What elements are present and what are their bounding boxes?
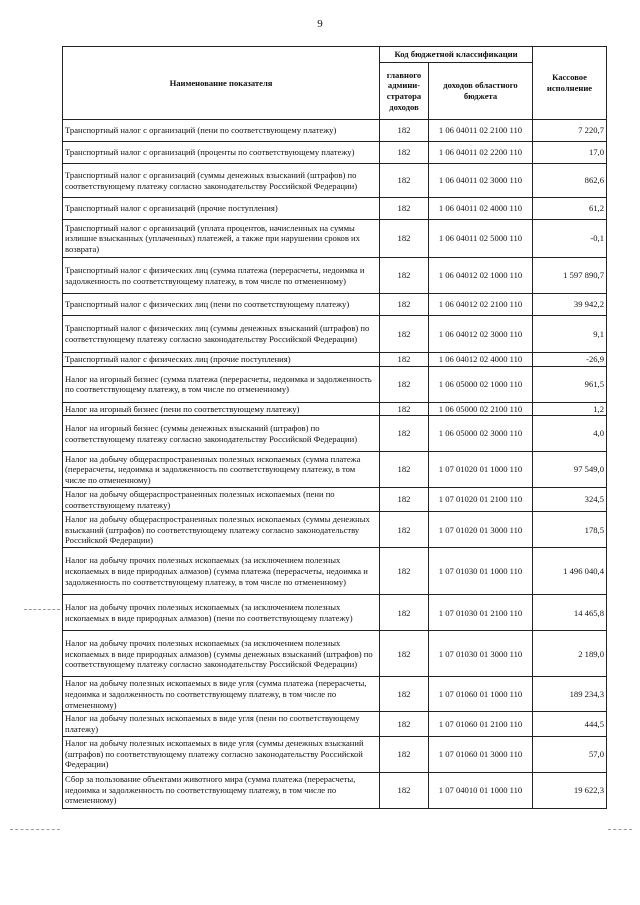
indicator-name-cell: Транспортный налог с организаций (уплата процентов, начисленных на суммы излишне взысканных (уплаченных) платежей, а также при нарушении сроков их возврата): [63, 220, 380, 258]
table-row: [63, 548, 607, 595]
revenue-code-cell: 1 07 01020 01 2100 110: [429, 488, 533, 512]
cash-execution-cell: 961,5: [533, 366, 607, 402]
administrator-code-cell: 182: [380, 512, 429, 548]
header-regional-revenue-code: доходов областного бюджета: [429, 63, 533, 120]
scan-artifact-line: [10, 829, 60, 830]
revenue-code-cell: 1 06 04011 02 3000 110: [429, 164, 533, 198]
indicator-name-cell: Налог на игорный бизнес (сумма платежа (перерасчеты, недоимка и задолженность по соответствующему платежу, в том числе по отмененному): [63, 366, 380, 402]
table-row: [63, 512, 607, 548]
administrator-code-cell: 182: [380, 353, 429, 367]
cash-execution-cell: 4,0: [533, 416, 607, 452]
table-row: [63, 452, 607, 488]
administrator-code-cell: 182: [380, 416, 429, 452]
cash-execution-cell: -0,1: [533, 220, 607, 258]
header-cash-execution: Кассовое исполнение: [533, 47, 607, 120]
indicator-name-cell: Транспортный налог с организаций (пени по соответствующему платежу): [63, 120, 380, 142]
scan-artifact-line: [24, 609, 60, 610]
table-row: [63, 772, 607, 808]
revenue-code-cell: 1 07 01020 01 1000 110: [429, 452, 533, 488]
administrator-code-cell: 182: [380, 595, 429, 631]
revenue-code-cell: 1 06 05000 02 1000 110: [429, 366, 533, 402]
cash-execution-cell: 17,0: [533, 142, 607, 164]
administrator-code-cell: 182: [380, 294, 429, 316]
cash-execution-cell: -26,9: [533, 353, 607, 367]
table-row: [63, 736, 607, 772]
table-row: [63, 220, 607, 258]
cash-execution-cell: 178,5: [533, 512, 607, 548]
cash-execution-cell: 324,5: [533, 488, 607, 512]
administrator-code-cell: 182: [380, 120, 429, 142]
administrator-code-cell: 182: [380, 452, 429, 488]
revenue-code-cell: 1 07 01030 01 3000 110: [429, 631, 533, 677]
administrator-code-cell: 182: [380, 366, 429, 402]
table-row: [63, 142, 607, 164]
administrator-code-cell: 182: [380, 220, 429, 258]
revenue-code-cell: 1 06 04011 02 2200 110: [429, 142, 533, 164]
administrator-code-cell: 182: [380, 258, 429, 294]
revenue-code-cell: 1 06 04012 02 3000 110: [429, 316, 533, 353]
revenue-code-cell: 1 07 01030 01 1000 110: [429, 548, 533, 595]
administrator-code-cell: 182: [380, 316, 429, 353]
table-row: [63, 366, 607, 402]
table-row: [63, 677, 607, 712]
revenue-code-cell: 1 06 05000 02 3000 110: [429, 416, 533, 452]
cash-execution-cell: 7 220,7: [533, 120, 607, 142]
administrator-code-cell: 182: [380, 488, 429, 512]
cash-execution-cell: 1 496 040,4: [533, 548, 607, 595]
administrator-code-cell: 182: [380, 677, 429, 712]
cash-execution-cell: 1,2: [533, 402, 607, 416]
table-row: [63, 631, 607, 677]
revenue-code-cell: 1 06 04011 02 4000 110: [429, 198, 533, 220]
indicator-name-cell: Налог на добычу полезных ископаемых в виде угля (пени по соответствующему платежу): [63, 712, 380, 736]
scan-artifact-line: [608, 829, 632, 830]
cash-execution-cell: 19 622,3: [533, 772, 607, 808]
administrator-code-cell: 182: [380, 548, 429, 595]
table-body: [63, 120, 607, 809]
header-indicator-name: Наименование показателя: [63, 47, 380, 120]
cash-execution-cell: 862,6: [533, 164, 607, 198]
header-chief-administrator: главного админи-стратора доходов: [380, 63, 429, 120]
indicator-name-cell: Налог на добычу общераспространенных полезных ископаемых (пени по соответствующему платежу): [63, 488, 380, 512]
table-row: [63, 120, 607, 142]
revenue-code-cell: 1 06 04011 02 2100 110: [429, 120, 533, 142]
administrator-code-cell: 182: [380, 198, 429, 220]
administrator-code-cell: 182: [380, 631, 429, 677]
administrator-code-cell: 182: [380, 772, 429, 808]
indicator-name-cell: Сбор за пользование объектами животного мира (сумма платежа (перерасчеты, недоимка и задолженность по соответствующему платежу, в том числе по отмененному): [63, 772, 380, 808]
indicator-name-cell: Налог на добычу прочих полезных ископаемых (за исключением полезных ископаемых в виде природных алмазов) (сумма платежа (перерасчеты, недоимка и задолженность по соответствующему платежу, в том числе по отмененному): [63, 548, 380, 595]
table-row: [63, 316, 607, 353]
indicator-name-cell: Налог на добычу общераспространенных полезных ископаемых (сумма платежа (перерасчеты, недоимка и задолженность по соответствующему платежу, в том числе по отмененному): [63, 452, 380, 488]
cash-execution-cell: 39 942,2: [533, 294, 607, 316]
cash-execution-cell: 61,2: [533, 198, 607, 220]
administrator-code-cell: 182: [380, 402, 429, 416]
revenue-code-cell: 1 07 01060 01 2100 110: [429, 712, 533, 736]
cash-execution-cell: 1 597 890,7: [533, 258, 607, 294]
indicator-name-cell: Налог на добычу полезных ископаемых в виде угля (суммы денежных взысканий (штрафов) по соответствующему платежу согласно законодательству Российской Федерации): [63, 736, 380, 772]
administrator-code-cell: 182: [380, 712, 429, 736]
indicator-name-cell: Налог на игорный бизнес (пени по соответствующему платежу): [63, 402, 380, 416]
revenue-code-cell: 1 07 01060 01 3000 110: [429, 736, 533, 772]
page-number: 9: [317, 18, 323, 30]
indicator-name-cell: Транспортный налог с организаций (проценты по соответствующему платежу): [63, 142, 380, 164]
table-row: [63, 488, 607, 512]
revenue-code-cell: 1 06 04012 02 4000 110: [429, 353, 533, 367]
cash-execution-cell: 189 234,3: [533, 677, 607, 712]
table-row: [63, 402, 607, 416]
indicator-name-cell: Транспортный налог с физических лиц (пени по соответствующему платежу): [63, 294, 380, 316]
cash-execution-cell: 444,5: [533, 712, 607, 736]
indicator-name-cell: Транспортный налог с организаций (прочие поступления): [63, 198, 380, 220]
indicator-name-cell: Налог на игорный бизнес (суммы денежных взысканий (штрафов) по соответствующему платежу согласно законодательству Российской Федерации): [63, 416, 380, 452]
indicator-name-cell: Транспортный налог с физических лиц (прочие поступления): [63, 353, 380, 367]
indicator-name-cell: Транспортный налог с физических лиц (суммы денежных взысканий (штрафов) по соответствующему платежу согласно законодательству Российской Федерации): [63, 316, 380, 353]
administrator-code-cell: 182: [380, 736, 429, 772]
cash-execution-cell: 57,0: [533, 736, 607, 772]
administrator-code-cell: 182: [380, 142, 429, 164]
revenue-code-cell: 1 07 01030 01 2100 110: [429, 595, 533, 631]
indicator-name-cell: Налог на добычу прочих полезных ископаемых (за исключением полезных ископаемых в виде природных алмазов) (суммы денежных взысканий (штрафов) по соответствующему платежу согласно законодательству Российской Федерации): [63, 631, 380, 677]
cash-execution-cell: 97 549,0: [533, 452, 607, 488]
table-row: [63, 712, 607, 736]
revenue-code-cell: 1 07 01020 01 3000 110: [429, 512, 533, 548]
revenue-code-cell: 1 06 05000 02 2100 110: [429, 402, 533, 416]
indicator-name-cell: Налог на добычу полезных ископаемых в виде угля (сумма платежа (перерасчеты, недоимка и задолженность по соответствующему платежу, в том числе по отмененному): [63, 677, 380, 712]
cash-execution-cell: 14 465,8: [533, 595, 607, 631]
table-row: [63, 353, 607, 367]
budget-revenue-table: [62, 46, 607, 809]
revenue-code-cell: 1 07 04010 01 1000 110: [429, 772, 533, 808]
table-row: [63, 416, 607, 452]
cash-execution-cell: 9,1: [533, 316, 607, 353]
table-row: [63, 294, 607, 316]
revenue-code-cell: 1 06 04012 02 1000 110: [429, 258, 533, 294]
revenue-code-cell: 1 07 01060 01 1000 110: [429, 677, 533, 712]
administrator-code-cell: 182: [380, 164, 429, 198]
indicator-name-cell: Налог на добычу прочих полезных ископаемых (за исключением полезных ископаемых в виде природных алмазов) (пени по соответствующему платежу): [63, 595, 380, 631]
cash-execution-cell: 2 189,0: [533, 631, 607, 677]
revenue-code-cell: 1 06 04011 02 5000 110: [429, 220, 533, 258]
table-row: [63, 198, 607, 220]
revenue-code-cell: 1 06 04012 02 2100 110: [429, 294, 533, 316]
header-budget-classification-code: Код бюджетной классификации: [380, 47, 533, 63]
table-row: [63, 595, 607, 631]
table-row: [63, 258, 607, 294]
indicator-name-cell: Транспортный налог с организаций (суммы денежных взысканий (штрафов) по соответствующему платежу согласно законодательству Российской Федерации): [63, 164, 380, 198]
table-row: [63, 164, 607, 198]
indicator-name-cell: Транспортный налог с физических лиц (сумма платежа (перерасчеты, недоимка и задолженность по соответствующему платежу, в том числе по отмененному): [63, 258, 380, 294]
indicator-name-cell: Налог на добычу общераспространенных полезных ископаемых (суммы денежных взысканий (штрафов) по соответствующему платежу согласно законодательству Российской Федерации): [63, 512, 380, 548]
